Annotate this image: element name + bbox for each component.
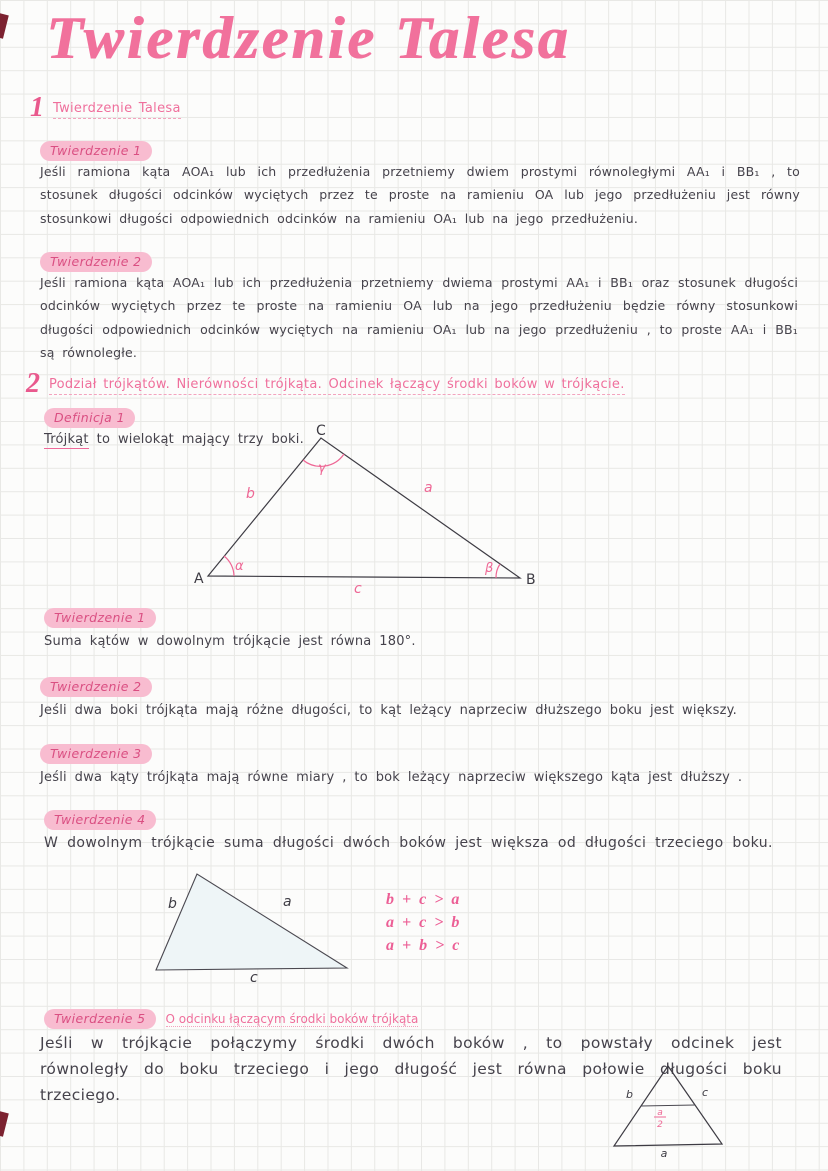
angle-alpha-arc bbox=[224, 556, 234, 576]
triangle-outline bbox=[156, 874, 347, 970]
angle-beta-label: β bbox=[485, 561, 494, 576]
definition1-label: Definicja 1 bbox=[44, 408, 135, 428]
main-triangle-figure bbox=[188, 423, 543, 597]
vertex-c-label: C bbox=[316, 423, 326, 439]
s2-theorem3-label-wrap bbox=[40, 743, 152, 764]
theorem1-label: Twierdzenie 1 bbox=[40, 141, 152, 161]
section1-number: 1 bbox=[30, 92, 44, 123]
side-a-label: a bbox=[424, 480, 433, 496]
theorem1-label-wrap bbox=[40, 140, 152, 161]
side-c-label: c bbox=[250, 970, 258, 986]
theorem2-label-wrap bbox=[40, 251, 152, 272]
definition1-term: Trójkąt bbox=[44, 432, 89, 447]
theorem5-text: Jeśli w trójkącie połączymy środki dwóch boków , to powstały odcinek jest równoległy do boku trzeciego i jego długość jest równa połowie długości boku trzeciego. bbox=[40, 1034, 782, 1104]
page-edge-mark-top bbox=[0, 13, 9, 38]
midsegment-line bbox=[641, 1105, 695, 1106]
s2-theorem1-label: Twierdzenie 1 bbox=[44, 608, 156, 628]
s2-theorem4-label-wrap bbox=[44, 809, 156, 830]
midsegment-fraction-denominator: 2 bbox=[657, 1120, 663, 1130]
inequality-line-1: b + c > a bbox=[386, 891, 461, 908]
s2-theorem3-text: Jeśli dwa kąty trójkąta mają równe miary , to bok leżący naprzeciw większego kąta jest dłuższy . bbox=[40, 770, 743, 785]
s2-theorem4-label: Twierdzenie 4 bbox=[44, 810, 156, 830]
inequality-line-2: a + c > b bbox=[386, 914, 461, 931]
inequality-line-3: a + b > c bbox=[386, 937, 461, 954]
page-title: Twierdzenie Talesa bbox=[46, 5, 571, 71]
side-b-label: b bbox=[168, 896, 177, 912]
side-b-label: b bbox=[626, 1088, 633, 1101]
section2-header bbox=[26, 368, 625, 400]
s2-theorem3-label: Twierdzenie 3 bbox=[40, 744, 152, 764]
page-edge-mark-bottom bbox=[0, 1111, 9, 1136]
theorem5-subtitle: O odcinku łączącym środki boków trójkąta bbox=[165, 1012, 419, 1026]
angle-beta-arc bbox=[496, 564, 500, 578]
section1-header bbox=[30, 92, 181, 124]
theorem1-text: Jeśli ramiona kąta AOA₁ lub ich przedłużenia przetniemy dwiem prostymi równoległymi AA₁ i BB₁ , to stosunek długości odcinków wyciętych przez te proste na ramieniu OA lub jego przedłużeniu jest równy stosunkowi długości odpowiednich odcinków na ramieniu OA₁ lub na jego przedłużeniu. bbox=[40, 164, 800, 226]
triangle-inequalities bbox=[386, 888, 460, 957]
s2-theorem4-text: W dowolnym trójkącie suma długości dwóch boków jest większa od długości trzeciego boku. bbox=[44, 835, 773, 851]
theorem5-label-wrap bbox=[44, 1008, 418, 1029]
definition1-rest: to wielokąt mający trzy boki. bbox=[96, 432, 304, 447]
s2-theorem2-label: Twierdzenie 2 bbox=[40, 677, 152, 697]
section2-heading: Podział trójkątów. Nierówności trójkąta. Odcinek łączący środki boków w trójkącie. bbox=[49, 377, 625, 395]
vertex-b-label: B bbox=[526, 572, 536, 588]
angle-gamma-label: γ bbox=[318, 461, 326, 476]
s2-theorem1-label-wrap bbox=[44, 607, 156, 628]
s2-theorem1-text: Suma kątów w dowolnym trójkącie jest równa 180°. bbox=[44, 634, 416, 649]
midsegment-fraction-numerator: a bbox=[657, 1108, 663, 1118]
section2-number: 2 bbox=[26, 368, 40, 399]
side-a-label: a bbox=[660, 1147, 668, 1160]
definition1-label-wrap bbox=[44, 407, 135, 428]
s2-theorem2-text: Jeśli dwa boki trójkąta mają różne długości, to kąt leżący naprzeciw dłuższego boku jest większy. bbox=[40, 703, 737, 718]
side-c-label: c bbox=[702, 1086, 709, 1099]
s2-theorem2-label-wrap bbox=[40, 676, 152, 697]
theorem2-label: Twierdzenie 2 bbox=[40, 252, 152, 272]
vertex-a-label: A bbox=[194, 571, 204, 587]
side-a-label: a bbox=[283, 894, 292, 910]
inequality-triangle-figure bbox=[140, 866, 370, 984]
section1-heading: Twierdzenie Talesa bbox=[53, 101, 181, 119]
midsegment-triangle-figure bbox=[600, 1058, 732, 1158]
angle-alpha-label: α bbox=[235, 559, 244, 574]
side-b-label: b bbox=[246, 486, 255, 502]
side-c-label: c bbox=[354, 581, 362, 597]
theorem2-text: Jeśli ramiona kąta AOA₁ lub ich przedłużenia przetniemy dwiema prostymi AA₁ i BB₁ oraz stosunek długości odcinków wyciętych przez te proste na ramieniu OA lub na jego przedłużeniu będzie równy stosunkowi długości odpowiednich odcinków wyciętych na ramieniu OA₁ lub na jego przedłużeniu , to proste AA₁ i BB₁ są równoległe. bbox=[40, 275, 798, 361]
theorem5-label: Twierdzenie 5 bbox=[44, 1009, 156, 1029]
triangle-outline bbox=[208, 438, 520, 578]
